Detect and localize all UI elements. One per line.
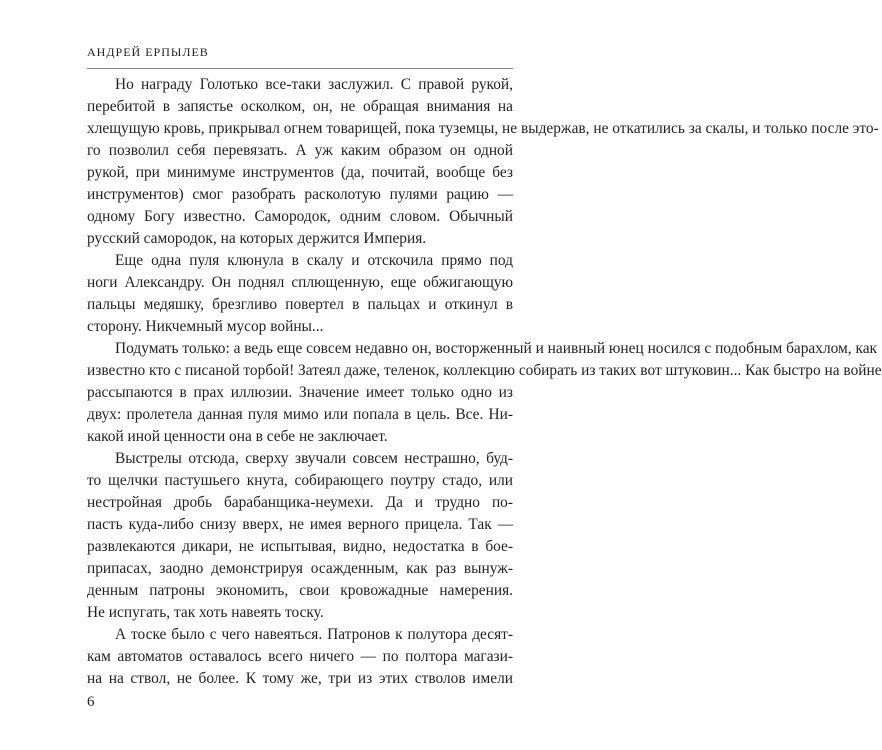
text-line: денным патроны экономить, свои кровожадные намерения.	[87, 582, 513, 599]
text-line: кам автоматов оставалось всего ничего — по полтора магази-	[87, 648, 513, 665]
page-number: 6	[87, 694, 95, 710]
text-line: рукой, при минимуме инструментов (да, почитай, вообще без	[87, 164, 513, 181]
text-line: Но награду Голотько все-таки заслужил. С правой рукой,	[115, 76, 513, 93]
text-line: нестройная дробь барабанщика-неумехи. Да и трудно по-	[87, 494, 513, 511]
text-line: сторону. Никчемный мусор войны...	[87, 318, 324, 335]
text-line: А тоске было с чего навеяться. Патронов к полутора десят-	[115, 626, 513, 643]
text-line: развлекаются дикари, не испытывая, видно, недостатка в бое-	[87, 538, 513, 555]
text-line: пальцы медяшку, брезгливо повертел в пальцах и откинул в	[87, 296, 513, 313]
text-line: Подумать только: а ведь еще совсем недавно он, восторженный и наивный юнец носился с подобным барахлом, как	[115, 340, 878, 357]
text-line: хлещущую кровь, прикрывал огнем товарищей, пока туземцы, не выдержав, не откатились за скалы, и только после это-	[87, 120, 879, 137]
text-line: русский самородок, на которых держится Империя.	[87, 230, 427, 247]
text-line: перебитой в запястье осколком, он, не обращая внимания на	[87, 98, 513, 115]
text-line: какой иной ценности она в себе не заключает.	[87, 428, 388, 445]
text-line: Еще одна пуля клюнула в скалу и отскочила прямо под	[115, 252, 513, 269]
text-line: Выстрелы отсюда, сверху звучали совсем нестрашно, буд-	[115, 450, 513, 467]
text-line: го позволил себя перевязать. А уж каким образом он одной	[87, 142, 513, 159]
text-line: инструментов) смог разобрать расколотую пулями рацию —	[87, 186, 513, 203]
text-line: одному Богу известно. Самородок, одним словом. Обычный	[87, 208, 513, 225]
text-line: пасть куда-либо снизу вверх, не имея верного прицела. Так —	[87, 516, 513, 533]
text-line: известно кто с писаной торбой! Затеял даже, теленок, коллекцию собирать из таких вот штуковин... Как быстро на войне	[87, 362, 882, 379]
text-line: на на ствол, не более. К тому же, три из этих стволов имели	[87, 670, 513, 687]
text-line: припасах, заодно демонстрируя осажденным, как раз вынуж-	[87, 560, 513, 577]
text-line: то щелчки пастушьего кнута, собирающего поутру стадо, или	[87, 472, 513, 489]
header-rule	[87, 68, 513, 69]
text-line: ноги Александру. Он поднял сплющенную, еще обжигающую	[87, 274, 513, 291]
text-line: Не испугать, так хоть навеять тоску.	[87, 604, 324, 621]
text-line: рассыпаются в прах иллюзии. Значение имеет только одно из	[87, 384, 513, 401]
running-head: АНДРЕЙ ЕРПЫЛЕВ	[87, 45, 209, 59]
body-text	[87, 74, 882, 690]
text-line: двух: пролетела данная пуля мимо или попала в цель. Все. Ни-	[87, 406, 513, 423]
